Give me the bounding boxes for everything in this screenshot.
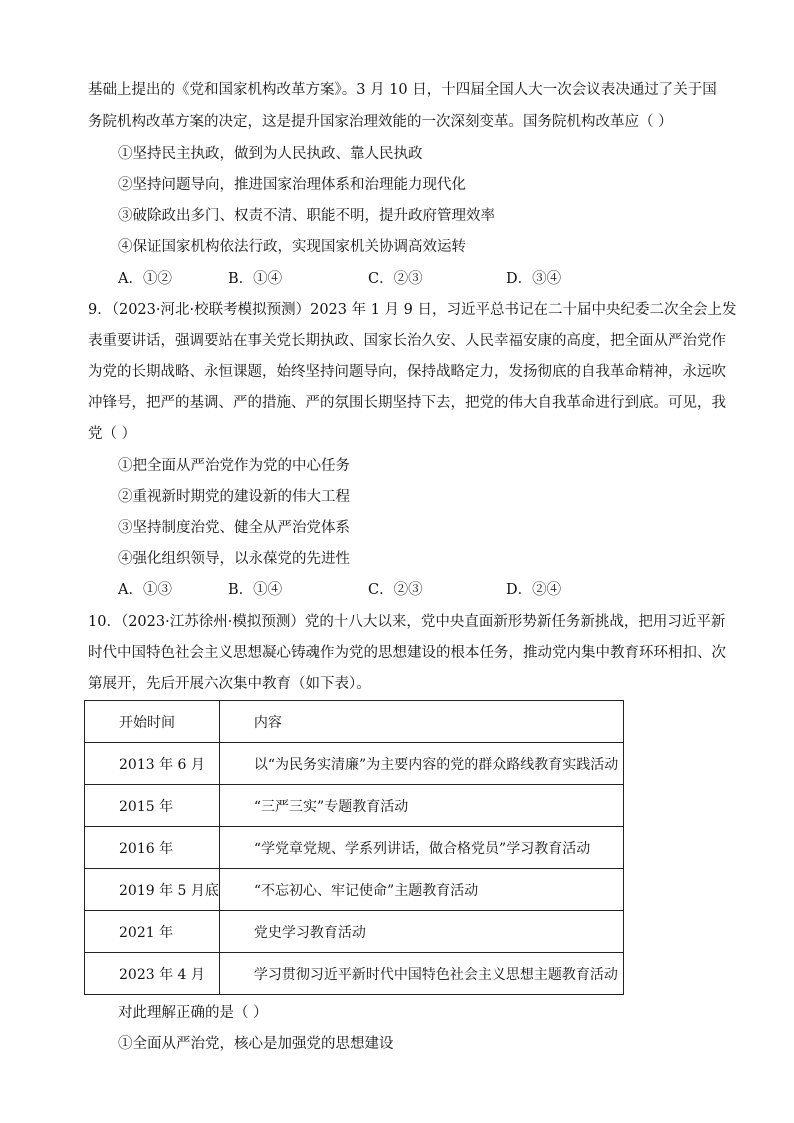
table-row — [85, 827, 624, 869]
table-cell-time: 2015 年 — [85, 785, 220, 827]
q9-stem-line-3: 为党的长期战略、永恒课题，始终坚持问题导向，保持战略定力，发扬彻底的自我革命精神，永远吹 — [88, 364, 726, 380]
table-cell-time: 2023 年 4 月 — [85, 953, 220, 995]
q8-statement-3: ③破除政出多门、权责不清、职能不明，提升政府管理效率 — [118, 208, 495, 224]
q8-statement-2: ②坚持问题导向，推进国家治理体系和治理能力现代化 — [118, 177, 466, 193]
q9-statement-3: ③坚持制度治党、健全从严治党体系 — [118, 520, 350, 536]
q8-option-a[interactable]: A．①② — [118, 271, 172, 287]
q9-options — [118, 580, 638, 600]
q8-stem-line-1: 基础上提出的《党和国家机构改革方案》。3 月 10 日，十四届全国人大一次会议表决通过了关于国 — [88, 82, 717, 98]
table-cell-time: 2019 年 5 月底 — [85, 869, 220, 911]
q10-prompt: 对此理解正确的是（ ） — [118, 1005, 268, 1021]
table-cell-time: 2016 年 — [85, 827, 220, 869]
q8-statement-4: ④保证国家机构依法行政，实现国家机关协调高效运转 — [118, 239, 466, 255]
table-header-start-time: 开始时间 — [85, 701, 220, 743]
table-cell-content: “不忘初心、牢记使命”主题教育活动 — [219, 869, 623, 911]
q9-statement-2: ②重视新时期党的建设新的伟大工程 — [118, 489, 350, 505]
q9-stem-line-2: 表重要讲话，强调要站在事关党长期执政、国家长治久安、人民幸福安康的高度，把全面从严治党作 — [88, 333, 726, 349]
q8-options — [118, 269, 638, 289]
q8-option-d[interactable]: D．③④ — [506, 271, 562, 287]
table-cell-content: 党史学习教育活动 — [219, 911, 623, 953]
table-row — [85, 785, 624, 827]
q9-statement-4: ④强化组织领导，以永葆党的先进性 — [118, 551, 350, 567]
q10-stem-line-2: 时代中国特色社会主义思想凝心铸魂作为党的思想建设的根本任务，推动党内集中教育环环相扣、次 — [88, 645, 726, 661]
q9-statement-1: ①把全面从严治党作为党的中心任务 — [118, 458, 350, 474]
q10-stem-line-3: 第展开，先后开展六次集中教育（如下表）。 — [88, 676, 371, 692]
q8-stem-line-2: 务院机构改革方案的决定，这是提升国家治理效能的一次深刻变革。国务院机构改革应（ ） — [88, 114, 673, 130]
table-cell-content: 以“为民务实清廉”为主要内容的党的群众路线教育实践活动 — [219, 743, 623, 785]
table-row — [85, 911, 624, 953]
q8-statement-1: ①坚持民主执政，做到为人民执政、靠人民执政 — [118, 146, 423, 162]
table-cell-time: 2013 年 6 月 — [85, 743, 220, 785]
q9-stem-line-4: 冲锋号，把严的基调、严的措施、严的氛围长期坚持下去，把党的伟大自我革命进行到底。可见，我 — [88, 395, 726, 411]
table-row — [85, 869, 624, 911]
q10-stem-line-1: 10．（2023·江苏徐州·模拟预测）党的十八大以来，党中央直面新形势新任务新挑战，把用习近平新 — [88, 614, 726, 630]
q9-option-d[interactable]: D．②④ — [506, 582, 562, 598]
q9-option-a[interactable]: A．①③ — [118, 582, 172, 598]
q9-stem-line-5: 党（ ） — [88, 426, 137, 442]
q9-option-c[interactable]: C．②③ — [368, 582, 423, 598]
q10-statement-1: ①全面从严治党，核心是加强党的思想建设 — [118, 1036, 394, 1052]
q8-option-b[interactable]: B．①④ — [228, 271, 283, 287]
education-table — [84, 700, 624, 995]
table-cell-content: “学党章党规、学系列讲话，做合格党员”学习教育活动 — [219, 827, 623, 869]
table-row — [85, 743, 624, 785]
q8-option-c[interactable]: C．②③ — [368, 271, 423, 287]
table-cell-time: 2021 年 — [85, 911, 220, 953]
table-row — [85, 953, 624, 995]
q9-stem-line-1: 9．（2023·河北·校联考模拟预测）2023 年 1 月 9 日，习近平总书记在二十届中央纪委二次全会上发 — [88, 302, 737, 318]
table-cell-content: 学习贯彻习近平新时代中国特色社会主义思想主题教育活动 — [219, 953, 623, 995]
q9-option-b[interactable]: B．①④ — [228, 582, 283, 598]
table-header-content: 内容 — [219, 701, 623, 743]
table-cell-content: “三严三实”专题教育活动 — [219, 785, 623, 827]
table-header-row — [85, 701, 624, 743]
